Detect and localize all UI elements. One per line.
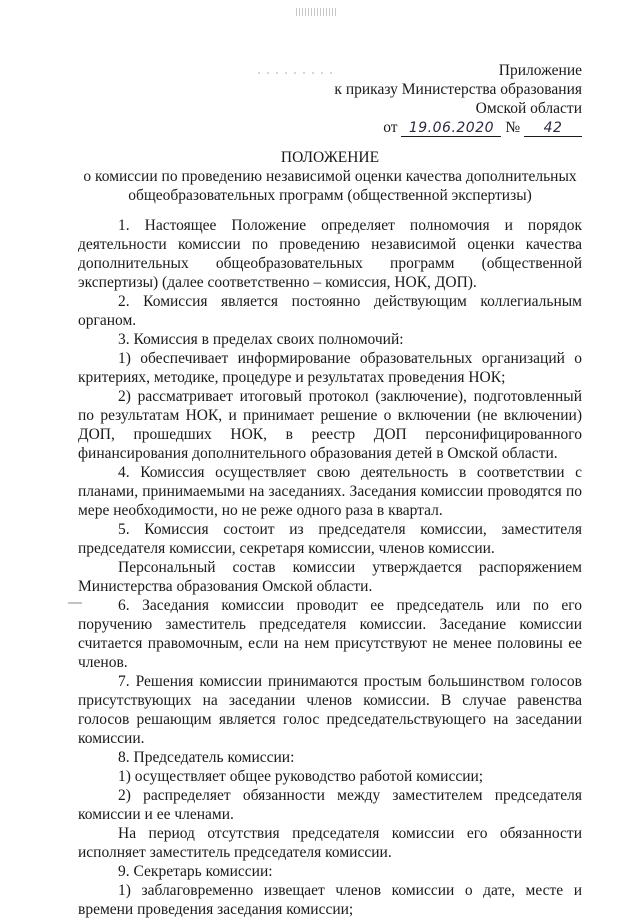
order-reference: к приказу Министерства образования xyxy=(334,81,582,98)
paragraph: 1) обеспечивает информирование образовательных организаций о критериях, методике, процедуре и результатах проведения НОК; xyxy=(78,350,582,386)
paragraph: 1. Настоящее Положение определяет полномочия и порядок деятельности комиссии по проведению независимой оценки качества дополнительных общеобразовательных программ (общественной экспертизы) (далее соответственно – комиссия, НОК, ДОП). xyxy=(78,217,582,291)
scan-artifact xyxy=(68,602,82,604)
paragraph: 5. Комиссия состоит из председателя комиссии, заместителя председателя комиссии, секретаря комиссии, членов комиссии. xyxy=(78,521,582,557)
paragraph: 1) осуществляет общее руководство работой комиссии; xyxy=(118,768,484,785)
appendix-header xyxy=(334,61,582,137)
paragraph: 7. Решения комиссии принимаются простым большинством голосов присутствующих на заседании членов комиссии. В случае равенства голосов решающим является голос председательствующего на заседании комиссии. xyxy=(78,673,582,747)
scan-artifact xyxy=(258,72,338,74)
paragraph: 4. Комиссия осуществляет свою деятельность в соответствии с планами, принимаемыми на заседаниях. Заседания комиссии проводятся по мере необходимости, но не реже одного раза в квартал. xyxy=(78,464,582,519)
paragraph: Персональный состав комиссии утверждается распоряжением Министерства образования Омской области. xyxy=(78,559,582,595)
region-name: Омской области xyxy=(475,100,582,117)
paragraph: 1) заблаговременно извещает членов комиссии о дате, месте и времени проведения заседания комиссии; xyxy=(78,882,582,918)
order-number-prefix: № xyxy=(505,119,521,136)
scan-artifact xyxy=(296,8,336,16)
paragraph: 6. Заседания комиссии проводит ее председатель или по его поручению заместитель председателя комиссии. Заседание комиссии считается правомочным, если на нем присутствуют не менее половины ее членов. xyxy=(78,597,582,671)
paragraph: На период отсутствия председателя комиссии его обязанности исполняет заместитель председателя комиссии. xyxy=(78,825,582,861)
paragraph: 8. Председатель комиссии: xyxy=(118,749,295,766)
title-heading: ПОЛОЖЕНИЕ xyxy=(280,149,380,166)
order-number: 42 xyxy=(524,121,582,137)
paragraph: 2) распределяет обязанности между заместителем председателя комиссии и ее членами. xyxy=(78,787,582,823)
paragraph: 2) рассматривает итоговый протокол (заключение), подготовленный по результатам НОК, и принимает решение о включении (не включении) ДОП, прошедших НОК, в реестр ДОП персонифицированного финансирования дополнительного образования детей в Омской области. xyxy=(78,388,582,462)
document-body xyxy=(78,216,582,919)
paragraph: 9. Секретарь комиссии: xyxy=(118,863,273,880)
order-date: 19.06.2020 xyxy=(401,121,501,137)
title-line-2: общеобразовательных программ (общественной экспертизы) xyxy=(128,187,532,204)
appendix-label: Приложение xyxy=(498,62,582,79)
paragraph: 2. Комиссия является постоянно действующим коллегиальным органом. xyxy=(78,293,582,329)
order-date-prefix: от xyxy=(383,119,398,136)
order-line xyxy=(334,118,582,137)
paragraph: 3. Комиссия в пределах своих полномочий: xyxy=(118,331,404,348)
document-title xyxy=(78,148,582,205)
title-line-1: о комиссии по проведению независимой оценки качества дополнительных xyxy=(83,168,577,185)
